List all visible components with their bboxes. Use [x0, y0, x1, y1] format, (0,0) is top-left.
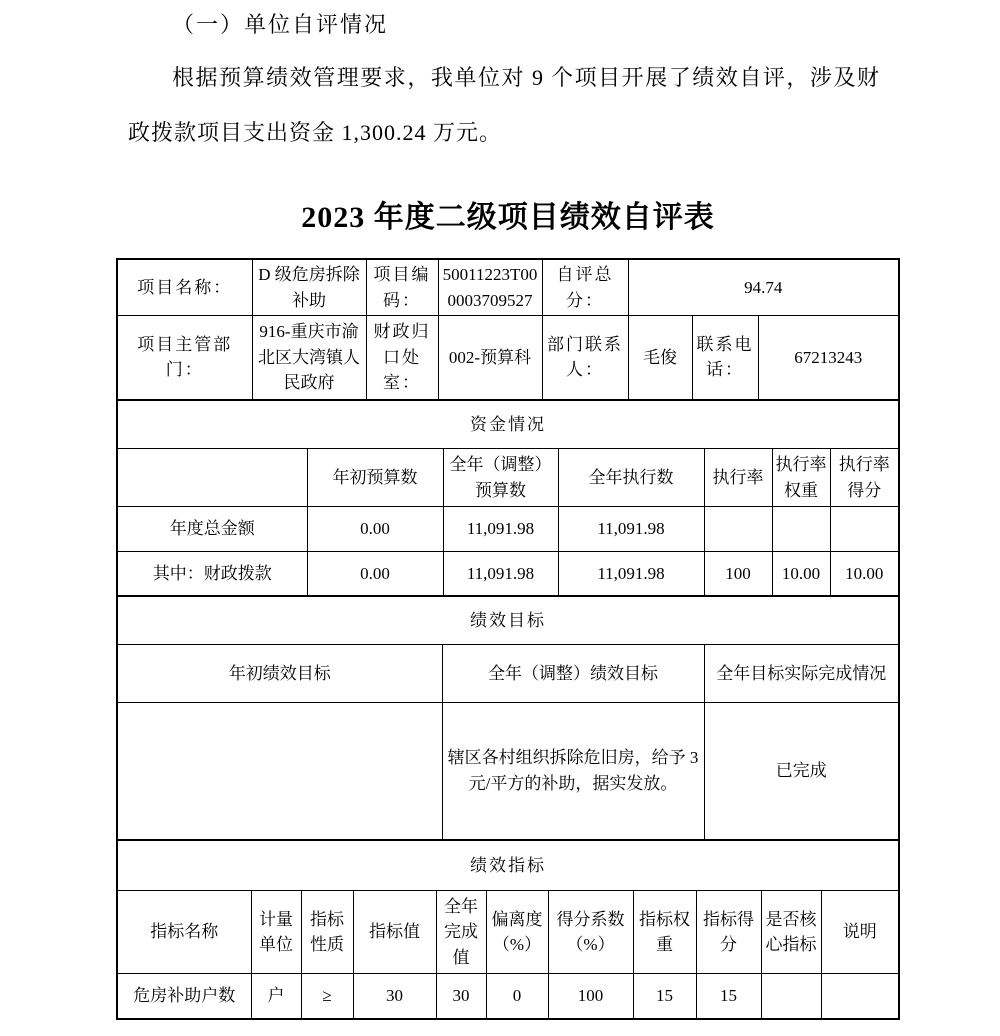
project-info-table: [118, 260, 898, 399]
indicator-col-header: 指标名称: [118, 891, 251, 974]
indicator-col-header: 指标性质: [301, 891, 353, 974]
indicators-section-title: 绩效指标: [118, 841, 898, 891]
funding-cell: 0.00: [307, 552, 443, 595]
table-row: [118, 974, 898, 1018]
funding-cell: [830, 507, 898, 552]
finance-office-value: 002-预算科: [438, 316, 542, 399]
indicator-col-header: 指标得分: [696, 891, 761, 974]
table-title: 2023 年度二级项目绩效自评表: [301, 201, 715, 234]
funding-cell: 0.00: [307, 507, 443, 552]
funding-cell: 11,091.98: [443, 552, 558, 595]
goal-completion-cell: 已完成: [704, 703, 898, 839]
funding-header-empty: [118, 449, 307, 507]
indicator-col-header: 是否核心指标: [761, 891, 821, 974]
funding-cell: 10.00: [830, 552, 898, 595]
section-heading: （一）单位自评情况: [172, 12, 389, 37]
indicator-nature-cell: ≥: [301, 974, 353, 1018]
goals-table: [118, 597, 898, 839]
funding-col-header: 执行率权重: [772, 449, 830, 507]
table-row: [118, 703, 898, 839]
indicator-unit-cell: 户: [251, 974, 301, 1018]
funding-cell: 10.00: [772, 552, 830, 595]
project-name-value: D 级危房拆除补助: [252, 260, 366, 316]
project-name-label: 项目名称：: [118, 260, 252, 316]
indicators-table: [118, 841, 898, 1018]
funding-row-label: 年度总金额: [118, 507, 307, 552]
adjusted-goal-cell: 辖区各村组织拆除危旧房，给予 3 元/平方的补助，据实发放。: [442, 703, 704, 839]
funding-cell: 100: [704, 552, 772, 595]
indicator-actual-cell: 30: [436, 974, 486, 1018]
funding-col-header: 全年（调整）预算数: [443, 449, 558, 507]
goals-section: [118, 597, 898, 841]
indicator-col-header: 说明: [821, 891, 898, 974]
competent-dept-value: 916-重庆市渝北区大湾镇人民政府: [252, 316, 366, 399]
self-eval-table: [116, 258, 900, 1020]
indicator-deviation-cell: 0: [486, 974, 548, 1018]
goals-col-header: 年初绩效目标: [118, 645, 442, 703]
phone-value: 67213243: [758, 316, 898, 399]
table-row: [118, 507, 898, 552]
indicator-col-header: 偏离度（%）: [486, 891, 548, 974]
funding-row-label: 其中：财政拨款: [118, 552, 307, 595]
indicator-col-header: 全年完成值: [436, 891, 486, 974]
indicator-weight-cell: 15: [633, 974, 696, 1018]
indicator-note-cell: [821, 974, 898, 1018]
funding-col-header: 执行率得分: [830, 449, 898, 507]
funding-section: [118, 401, 898, 597]
indicator-col-header: 指标值: [353, 891, 436, 974]
intro-text-block: [128, 10, 880, 160]
goals-col-header: 全年（调整）绩效目标: [442, 645, 704, 703]
indicator-col-header: 计量单位: [251, 891, 301, 974]
project-code-value: 50011223T000003709527: [438, 260, 542, 316]
funding-cell: [772, 507, 830, 552]
self-eval-score-value: 94.74: [628, 260, 898, 316]
phone-label: 联系电话：: [692, 316, 758, 399]
indicator-col-header: 得分系数（%）: [548, 891, 633, 974]
contact-value: 毛俊: [628, 316, 692, 399]
finance-office-label: 财政归口处室：: [366, 316, 438, 399]
initial-goal-cell: [118, 703, 442, 839]
indicator-core-cell: [761, 974, 821, 1018]
indicator-target-cell: 30: [353, 974, 436, 1018]
self-eval-summary-paragraph: 根据预算绩效管理要求，我单位对 9 个项目开展了绩效自评，涉及财政拨款项目支出资金 1,300.24 万元。: [128, 65, 880, 145]
indicator-name-cell: 危房补助户数: [118, 974, 251, 1018]
funding-cell: [704, 507, 772, 552]
funding-col-header: 年初预算数: [307, 449, 443, 507]
funding-section-title: 资金情况: [118, 401, 898, 449]
goals-section-title: 绩效目标: [118, 597, 898, 645]
project-info-section: [118, 260, 898, 401]
indicator-score-coef-cell: 100: [548, 974, 633, 1018]
project-code-label: 项目编码：: [366, 260, 438, 316]
funding-cell: 11,091.98: [558, 552, 704, 595]
funding-cell: 11,091.98: [443, 507, 558, 552]
competent-dept-label: 项目主管部门：: [118, 316, 252, 399]
indicator-col-header: 指标权重: [633, 891, 696, 974]
self-eval-score-label: 自评总分：: [542, 260, 628, 316]
goals-col-header: 全年目标实际完成情况: [704, 645, 898, 703]
funding-col-header: 执行率: [704, 449, 772, 507]
funding-cell: 11,091.98: [558, 507, 704, 552]
table-row: [118, 552, 898, 595]
indicator-score-cell: 15: [696, 974, 761, 1018]
contact-label: 部门联系人：: [542, 316, 628, 399]
funding-col-header: 全年执行数: [558, 449, 704, 507]
indicators-section: [118, 841, 898, 1018]
funding-table: [118, 401, 898, 595]
